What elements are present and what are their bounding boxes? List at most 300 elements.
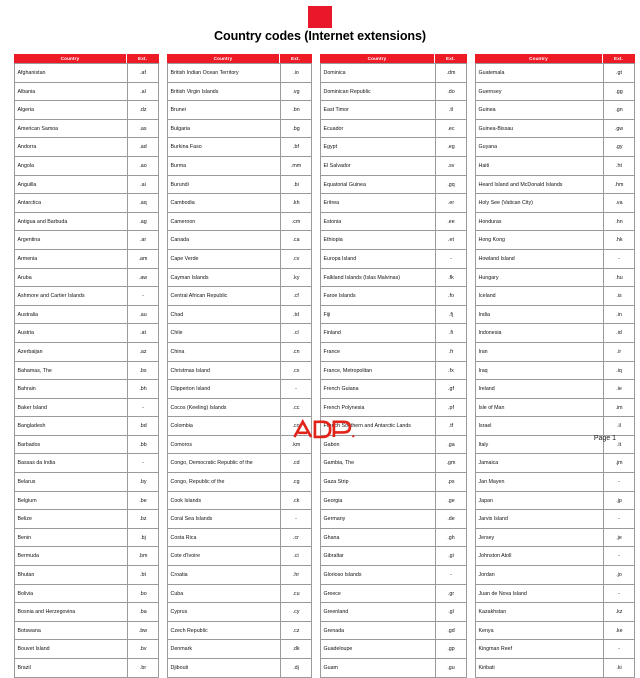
cell-country: France, Metropolitan: [321, 362, 436, 381]
cell-country: Guernsey: [476, 83, 604, 102]
table-row: [321, 250, 467, 269]
cell-ext: .bm: [128, 547, 159, 566]
table-row: [168, 157, 312, 176]
cell-country: Georgia: [321, 492, 436, 511]
cell-ext: .fi: [436, 324, 467, 343]
cell-country: France: [321, 343, 436, 362]
cell-ext: .hm: [604, 176, 635, 195]
cell-country: Honduras: [476, 213, 604, 232]
cell-ext: .et: [436, 231, 467, 250]
cell-ext: .gt: [604, 64, 635, 83]
table-row: [321, 287, 467, 306]
table-row: [321, 213, 467, 232]
cell-ext: .cx: [281, 362, 312, 381]
table-row: [168, 324, 312, 343]
cell-ext: .in: [604, 306, 635, 325]
table-row: [15, 473, 159, 492]
table-body-1: [14, 63, 159, 678]
cell-ext: .hn: [604, 213, 635, 232]
cell-country: Falkland Islands (Islas Malvinas): [321, 269, 436, 288]
cell-ext: .im: [604, 399, 635, 418]
table-body-2: [167, 63, 312, 678]
cell-ext: .gl: [436, 603, 467, 622]
table-body-3: [320, 63, 467, 678]
table-row: [15, 454, 159, 473]
cell-ext: .bw: [128, 622, 159, 641]
cell-ext: .mm: [281, 157, 312, 176]
cell-ext: .hk: [604, 231, 635, 250]
cell-ext: .fk: [436, 269, 467, 288]
cell-country: Australia: [15, 306, 128, 325]
table-header-row-4: [475, 54, 635, 63]
cell-ext: .ao: [128, 157, 159, 176]
cell-ext: .aw: [128, 269, 159, 288]
table-row: [15, 343, 159, 362]
cell-ext: .br: [128, 659, 159, 678]
cell-ext: .cg: [281, 473, 312, 492]
cell-country: Guatemala: [476, 64, 604, 83]
cell-country: El Salvador: [321, 157, 436, 176]
cell-country: Ashmore and Cartier Islands: [15, 287, 128, 306]
cell-ext: .ga: [436, 436, 467, 455]
cell-ext: .cn: [281, 343, 312, 362]
cell-country: Estonia: [321, 213, 436, 232]
column-header-ext: Ext.: [445, 56, 456, 61]
cell-country: Iceland: [476, 287, 604, 306]
cell-country: Bermuda: [15, 547, 128, 566]
cell-ext: .ba: [128, 603, 159, 622]
column-header-country: Country: [167, 54, 280, 63]
cell-country: Israel: [476, 417, 604, 436]
cell-ext: .gn: [604, 101, 635, 120]
cell-country: Iran: [476, 343, 604, 362]
cell-ext: .ca: [281, 231, 312, 250]
cell-ext: .at: [128, 324, 159, 343]
cell-ext: .fx: [436, 362, 467, 381]
cell-ext: .kh: [281, 194, 312, 213]
table-row: [476, 492, 635, 511]
cell-ext: .iq: [604, 362, 635, 381]
cell-country: Antarctica: [15, 194, 128, 213]
table-row: [476, 194, 635, 213]
table-columns: [14, 54, 626, 678]
cell-country: Afghanistan: [15, 64, 128, 83]
cell-country: Kenya: [476, 622, 604, 641]
table-row: [321, 659, 467, 678]
cell-country: Burundi: [168, 176, 281, 195]
cell-country: Guyana: [476, 138, 604, 157]
cell-ext: .gu: [436, 659, 467, 678]
table-row: [321, 492, 467, 511]
cell-country: British Virgin Islands: [168, 83, 281, 102]
cell-ext: .cz: [281, 622, 312, 641]
cell-ext: .ee: [436, 213, 467, 232]
table-row: [476, 659, 635, 678]
cell-country: Denmark: [168, 640, 281, 659]
cell-ext: .ci: [281, 547, 312, 566]
table-row: [168, 362, 312, 381]
table-row: [15, 101, 159, 120]
adp-logo-icon: [283, 417, 359, 441]
column-header-country: Country: [320, 54, 435, 63]
cell-country: China: [168, 343, 281, 362]
cell-country: Bulgaria: [168, 120, 281, 139]
cell-country: Guadeloupe: [321, 640, 436, 659]
cell-country: Greenland: [321, 603, 436, 622]
cell-ext: .jo: [604, 566, 635, 585]
table-row: [321, 585, 467, 604]
table-row: [168, 566, 312, 585]
table-row: [476, 83, 635, 102]
table-row: [15, 659, 159, 678]
cell-ext: .il: [604, 417, 635, 436]
cell-ext: .je: [604, 529, 635, 548]
table-row: [476, 547, 635, 566]
cell-country: Cocos (Keeling) Islands: [168, 399, 281, 418]
cell-country: Ecuador: [321, 120, 436, 139]
cell-country: Burkina Faso: [168, 138, 281, 157]
cell-ext: .ck: [281, 492, 312, 511]
cell-country: Kazakhstan: [476, 603, 604, 622]
cell-country: Ghana: [321, 529, 436, 548]
column-header-ext: Ext.: [290, 56, 301, 61]
cell-ext: .bg: [281, 120, 312, 139]
table-row: [476, 380, 635, 399]
table-row: [168, 529, 312, 548]
table-row: [15, 362, 159, 381]
cell-ext: .bz: [128, 510, 159, 529]
cell-ext: .aq: [128, 194, 159, 213]
table-row: [168, 306, 312, 325]
cell-ext: -: [604, 585, 635, 604]
table-row: [321, 454, 467, 473]
cell-country: Belize: [15, 510, 128, 529]
cell-country: Faroe Islands: [321, 287, 436, 306]
table-row: [321, 566, 467, 585]
cell-ext: .gh: [436, 529, 467, 548]
table-row: [168, 659, 312, 678]
cell-country: Canada: [168, 231, 281, 250]
table-row: [321, 640, 467, 659]
cell-country: Bahrain: [15, 380, 128, 399]
cell-country: Greece: [321, 585, 436, 604]
cell-country: Bahamas, The: [15, 362, 128, 381]
table-row: [15, 157, 159, 176]
cell-ext: .gi: [436, 547, 467, 566]
cell-ext: .au: [128, 306, 159, 325]
table-row: [321, 83, 467, 102]
cell-country: Isle of Man: [476, 399, 604, 418]
cell-ext: .ir: [604, 343, 635, 362]
cell-country: Ethiopia: [321, 231, 436, 250]
cell-country: Andorra: [15, 138, 128, 157]
cell-ext: -: [128, 287, 159, 306]
cell-ext: .bj: [128, 529, 159, 548]
cell-country: Finland: [321, 324, 436, 343]
table-row: [321, 157, 467, 176]
cell-ext: .gd: [436, 622, 467, 641]
cell-ext: .is: [604, 287, 635, 306]
cell-ext: .fr: [436, 343, 467, 362]
cell-ext: .cy: [281, 603, 312, 622]
cell-country: Holy See (Vatican City): [476, 194, 604, 213]
cell-country: Ireland: [476, 380, 604, 399]
table-row: [321, 622, 467, 641]
cell-ext: .do: [436, 83, 467, 102]
table-row: [476, 120, 635, 139]
cell-country: India: [476, 306, 604, 325]
table-row: [476, 622, 635, 641]
table-row: [15, 213, 159, 232]
cell-ext: .cr: [281, 529, 312, 548]
cell-country: Eritrea: [321, 194, 436, 213]
table-row: [15, 176, 159, 195]
cell-ext: .af: [128, 64, 159, 83]
table-row: [15, 547, 159, 566]
cell-ext: .sv: [436, 157, 467, 176]
cell-ext: -: [604, 473, 635, 492]
cell-ext: .gy: [604, 138, 635, 157]
cell-ext: .vg: [281, 83, 312, 102]
cell-ext: .ke: [604, 622, 635, 641]
table-row: [476, 157, 635, 176]
table-row: [15, 510, 159, 529]
cell-ext: .de: [436, 510, 467, 529]
table-row: [321, 138, 467, 157]
cell-ext: -: [604, 547, 635, 566]
cell-ext: .cl: [281, 324, 312, 343]
table-row: [168, 640, 312, 659]
table-row: [15, 83, 159, 102]
cell-ext: .by: [128, 473, 159, 492]
cell-country: Jarvis Island: [476, 510, 604, 529]
cell-ext: .fj: [436, 306, 467, 325]
table-row: [476, 231, 635, 250]
table-row: [15, 492, 159, 511]
table-row: [321, 324, 467, 343]
table-row: [15, 269, 159, 288]
cell-country: Bangladesh: [15, 417, 128, 436]
page-title: Country codes (Internet extensions): [213, 29, 427, 43]
table-row: [15, 194, 159, 213]
cell-country: Heard Island and McDonald Islands: [476, 176, 604, 195]
cell-ext: .az: [128, 343, 159, 362]
cell-country: Anguilla: [15, 176, 128, 195]
table-row: [168, 269, 312, 288]
table-row: [15, 250, 159, 269]
cell-ext: .er: [436, 194, 467, 213]
cell-ext: .cm: [281, 213, 312, 232]
table-row: [321, 176, 467, 195]
cell-ext: .gr: [436, 585, 467, 604]
table-row: [476, 640, 635, 659]
cell-country: American Samoa: [15, 120, 128, 139]
cell-country: Jersey: [476, 529, 604, 548]
cell-country: Belgium: [15, 492, 128, 511]
cell-country: Jordan: [476, 566, 604, 585]
cell-ext: .gm: [436, 454, 467, 473]
table-row: [321, 64, 467, 83]
table-row: [476, 473, 635, 492]
table-row: [168, 231, 312, 250]
cell-country: Guam: [321, 659, 436, 678]
table-row: [321, 529, 467, 548]
cell-ext: .bb: [128, 436, 159, 455]
cell-country: Congo, Democratic Republic of the: [168, 454, 281, 473]
table-row: [321, 547, 467, 566]
cell-ext: .cv: [281, 250, 312, 269]
cell-country: Bouvet Island: [15, 640, 128, 659]
table-row: [476, 269, 635, 288]
cell-ext: -: [436, 566, 467, 585]
table-row: [476, 343, 635, 362]
cell-ext: .hu: [604, 269, 635, 288]
table-row: [476, 585, 635, 604]
cell-ext: .bi: [281, 176, 312, 195]
table-row: [476, 306, 635, 325]
cell-ext: .ps: [436, 473, 467, 492]
table-row: [476, 138, 635, 157]
cell-ext: -: [128, 399, 159, 418]
table-row: [168, 250, 312, 269]
cell-country: Chad: [168, 306, 281, 325]
cell-country: Cote d'Ivoire: [168, 547, 281, 566]
table-row: [168, 194, 312, 213]
table-row: [15, 287, 159, 306]
table-row: [168, 64, 312, 83]
cell-ext: .bs: [128, 362, 159, 381]
cell-country: Hungary: [476, 269, 604, 288]
column-header-country: Country: [475, 54, 603, 63]
cell-country: Comoros: [168, 436, 281, 455]
cell-country: Chile: [168, 324, 281, 343]
cell-ext: .dj: [281, 659, 312, 678]
table-row: [15, 64, 159, 83]
cell-country: Gambia, The: [321, 454, 436, 473]
cell-ext: .bo: [128, 585, 159, 604]
cell-country: Jan Mayen: [476, 473, 604, 492]
table-row: [476, 324, 635, 343]
cell-country: Japan: [476, 492, 604, 511]
table-row: [321, 343, 467, 362]
table-column-block-2: [167, 54, 312, 678]
table-body-4: [475, 63, 635, 678]
cell-ext: .jm: [604, 454, 635, 473]
table-row: [476, 101, 635, 120]
cell-ext: .al: [128, 83, 159, 102]
cell-country: Gibraltar: [321, 547, 436, 566]
cell-country: Guinea: [476, 101, 604, 120]
cell-ext: .dk: [281, 640, 312, 659]
table-row: [476, 250, 635, 269]
cell-country: French Southern and Antarctic Lands: [321, 417, 436, 436]
cell-ext: .gg: [604, 83, 635, 102]
cell-ext: .be: [128, 492, 159, 511]
cell-ext: .jp: [604, 492, 635, 511]
cell-country: Haiti: [476, 157, 604, 176]
table-row: [476, 176, 635, 195]
table-row: [168, 287, 312, 306]
cell-country: Germany: [321, 510, 436, 529]
cell-country: Glorioso Islands: [321, 566, 436, 585]
cell-country: Benin: [15, 529, 128, 548]
cell-ext: -: [604, 640, 635, 659]
cell-ext: .ag: [128, 213, 159, 232]
cell-country: Bhutan: [15, 566, 128, 585]
cell-ext: .bt: [128, 566, 159, 585]
table-row: [168, 603, 312, 622]
country-codes-table: [14, 54, 626, 678]
table-row: [15, 324, 159, 343]
cell-country: Baker Island: [15, 399, 128, 418]
cell-country: British Indian Ocean Territory: [168, 64, 281, 83]
cell-country: Albania: [15, 83, 128, 102]
cell-country: Botswana: [15, 622, 128, 641]
cell-ext: .ec: [436, 120, 467, 139]
cell-ext: .id: [604, 324, 635, 343]
cell-ext: .dm: [436, 64, 467, 83]
cell-country: Equatorial Guinea: [321, 176, 436, 195]
cell-ext: .bn: [281, 101, 312, 120]
cell-ext: .ky: [281, 269, 312, 288]
table-row: [168, 120, 312, 139]
red-square-logo-icon: [308, 6, 332, 28]
table-row: [476, 287, 635, 306]
table-row: [15, 640, 159, 659]
cell-country: Djibouti: [168, 659, 281, 678]
table-row: [168, 213, 312, 232]
cell-country: Howland Island: [476, 250, 604, 269]
table-row: [476, 529, 635, 548]
cell-country: Central African Republic: [168, 287, 281, 306]
table-row: [168, 176, 312, 195]
cell-country: Gaza Strip: [321, 473, 436, 492]
cell-country: Bassas da India: [15, 454, 128, 473]
cell-ext: -: [281, 380, 312, 399]
cell-country: Cambodia: [168, 194, 281, 213]
cell-country: Azerbaijan: [15, 343, 128, 362]
cell-country: French Polynesia: [321, 399, 436, 418]
cell-ext: -: [604, 510, 635, 529]
cell-country: Algeria: [15, 101, 128, 120]
cell-ext: .cf: [281, 287, 312, 306]
table-row: [476, 213, 635, 232]
cell-country: Italy: [476, 436, 604, 455]
cell-country: Dominican Republic: [321, 83, 436, 102]
cell-country: Cayman Islands: [168, 269, 281, 288]
cell-country: Clipperton Island: [168, 380, 281, 399]
cell-ext: .bf: [281, 138, 312, 157]
cell-country: Argentina: [15, 231, 128, 250]
cell-ext: -: [604, 250, 635, 269]
cell-country: East Timor: [321, 101, 436, 120]
cell-ext: .tl: [436, 101, 467, 120]
table-row: [476, 454, 635, 473]
cell-ext: .ie: [604, 380, 635, 399]
cell-ext: .it: [604, 436, 635, 455]
cell-ext: .ki: [604, 659, 635, 678]
cell-ext: .gp: [436, 640, 467, 659]
table-header-row-1: [14, 54, 159, 63]
cell-ext: .gf: [436, 380, 467, 399]
cell-country: Brazil: [15, 659, 128, 678]
cell-ext: .gw: [604, 120, 635, 139]
cell-ext: -: [128, 454, 159, 473]
cell-country: Bosnia and Herzegovina: [15, 603, 128, 622]
table-row: [15, 138, 159, 157]
cell-ext: .fo: [436, 287, 467, 306]
cell-ext: .ar: [128, 231, 159, 250]
